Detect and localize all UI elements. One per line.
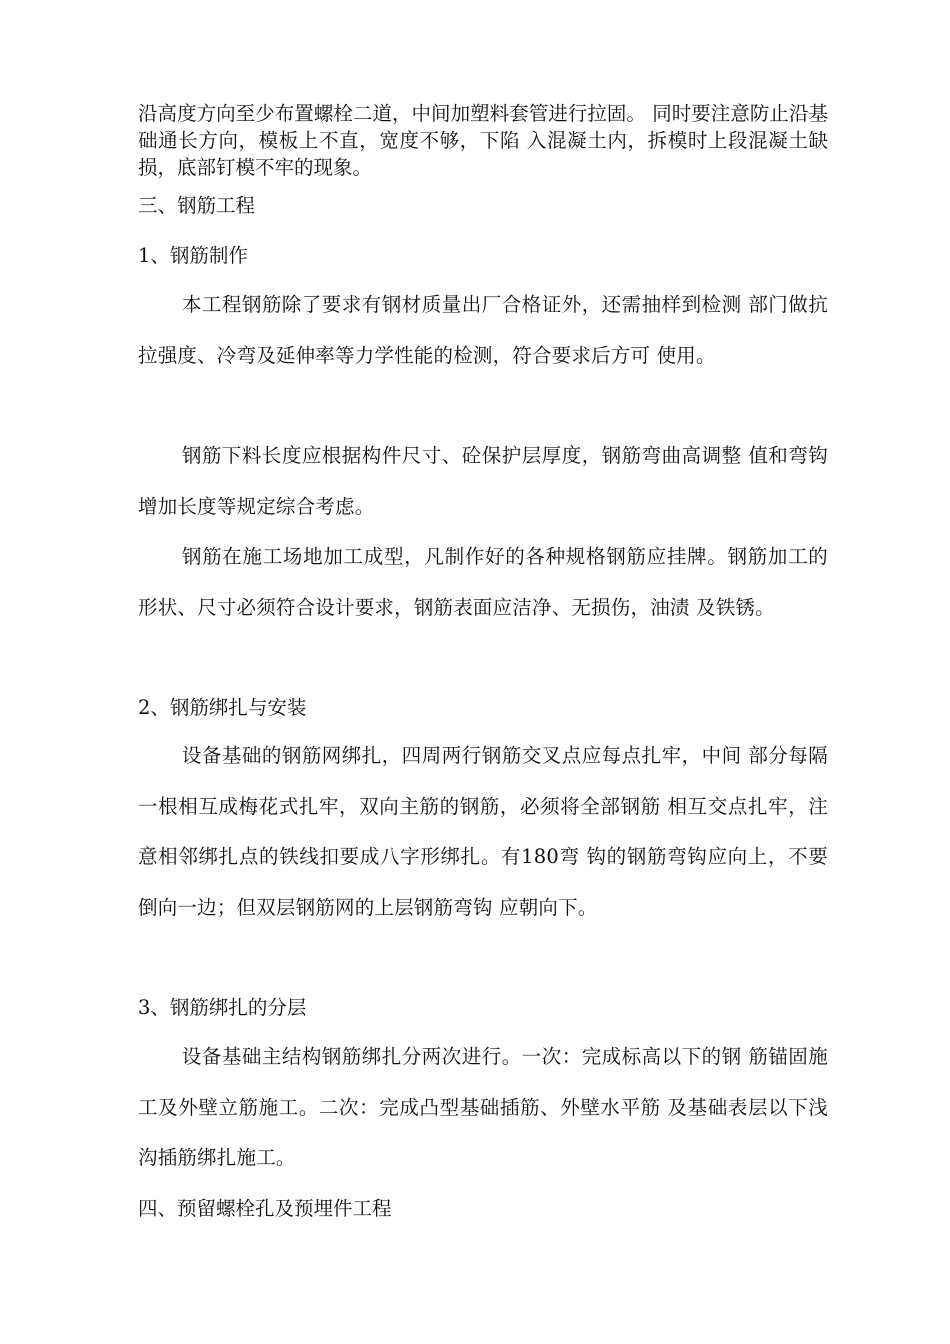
steel-fabrication-paragraph-3: 钢筋在施工场地加工成型，凡制作好的各种规格钢筋应挂牌。钢筋加工的形状、尺寸必须符合设计要求，钢筋表面应洁净、无损伤，油渍 及铁锈。: [138, 545, 828, 619]
section-4-heading: 四、预留螺栓孔及预埋件工程: [138, 1197, 392, 1220]
intro-paragraph: 沿高度方向至少布置螺栓二道，中间加塑料套管进行拉固。 同时要注意防止沿基础通长方向，模板上不直，宽度不够，下陷 入混凝土内，拆模时上段混凝土缺损，底部钉模不牢的现象。: [138, 102, 828, 179]
subsection-3-heading: 3、钢筋绑扎的分层: [138, 996, 307, 1019]
subsection-1-heading: 1、钢筋制作: [138, 244, 248, 267]
steel-binding-paragraph: 设备基础的钢筋网绑扎，四周两行钢筋交叉点应每点扎牢，中间 部分每隔一根相互成梅花式扎牢，双向主筋的钢筋，必须将全部钢筋 相互交点扎牢，注意相邻绑扎点的铁线扣要成八字形绑扎。有180弯 钩的钢筋弯钩应向上，不要倒向一边；但双层钢筋网的上层钢筋弯钩 应朝向下。: [138, 744, 828, 919]
steel-fabrication-paragraph-2: 钢筋下料长度应根据构件尺寸、砼保护层厚度，钢筋弯曲高调整 值和弯钩增加长度等规定综合考虑。: [138, 444, 828, 518]
document-page: [138, 100, 828, 1220]
subsection-2-heading: 2、钢筋绑扎与安装: [138, 696, 307, 719]
steel-layering-paragraph: 设备基础主结构钢筋绑扎分两次进行。一次：完成标高以下的钢 筋锚固施工及外壁立筋施工。二次：完成凸型基础插筋、外壁水平筋 及基础表层以下浅沟插筋绑扎施工。: [138, 1045, 828, 1169]
section-3-heading: 三、钢筋工程: [138, 194, 256, 217]
steel-fabrication-paragraph-1: 本工程钢筋除了要求有钢材质量出厂合格证外，还需抽样到检测 部门做抗拉强度、冷弯及延伸率等力学性能的检测，符合要求后方可 使用。: [138, 293, 828, 367]
